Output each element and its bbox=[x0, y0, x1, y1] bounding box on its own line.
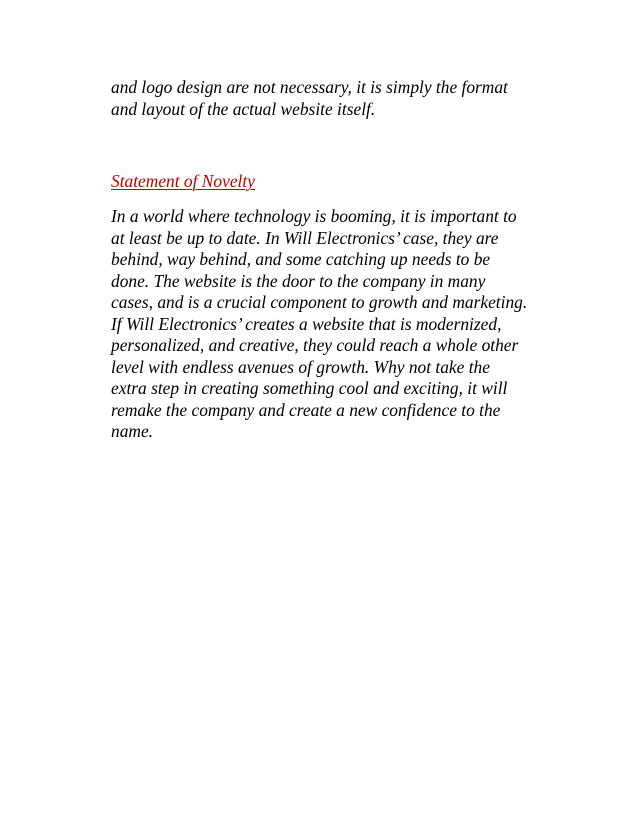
paragraph-line: level with endless avenues of growth. Why not take the bbox=[111, 356, 490, 377]
paragraph-line: and layout of the actual website itself. bbox=[111, 98, 376, 119]
intro-paragraph bbox=[111, 77, 571, 120]
paragraph-line: In a world where technology is booming, it is important to bbox=[111, 206, 517, 226]
novelty-paragraph bbox=[111, 206, 571, 443]
paragraph-line: and logo design are not necessary, it is simply the format bbox=[111, 77, 508, 97]
paragraph-line: name. bbox=[111, 421, 154, 441]
paragraph-line: cases, and is a crucial component to growth and marketing. bbox=[111, 292, 528, 312]
paragraph-line: remake the company and create a new confidence to the bbox=[111, 399, 501, 420]
paragraph-line: behind, way behind, and some catching up needs to be bbox=[111, 249, 491, 269]
paragraph-line: extra step in creating something cool and exciting, it will bbox=[111, 378, 508, 398]
paragraph-line: personalized, and creative, they could reach a whole other bbox=[111, 335, 519, 355]
paragraph-line: done. The website is the door to the company in many bbox=[111, 270, 486, 291]
section-heading: Statement of Novelty bbox=[111, 171, 255, 191]
paragraph-line: If Will Electronics’ creates a website that is modernized, bbox=[111, 313, 502, 334]
paragraph-line: at least be up to date. In Will Electronics’ case, they are bbox=[111, 227, 499, 248]
